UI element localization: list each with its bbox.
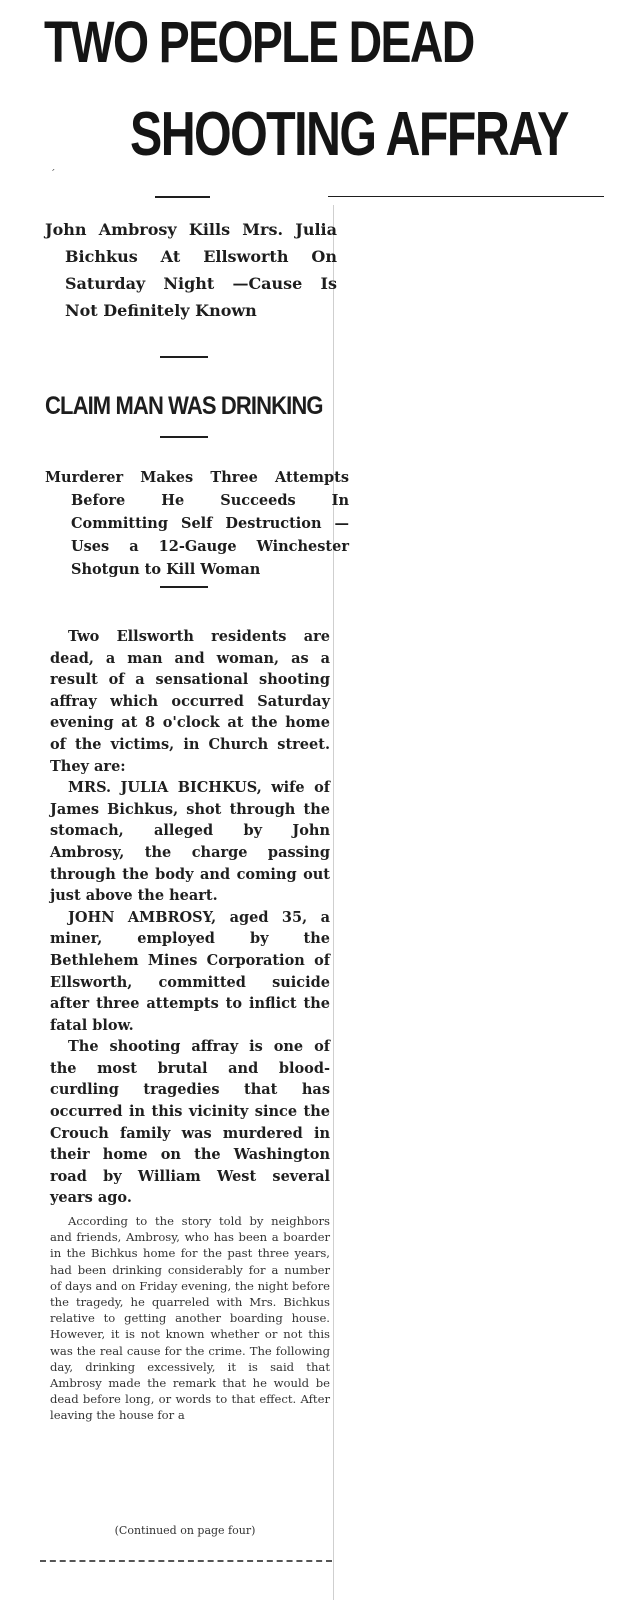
deck-rule-1 [160,356,208,358]
paragraph-3: JOHN AMBROSY, aged 35, a miner, employed by the Bethlehem Mines Corporation of Ellsworth, committed suicide after three attempts to inflict the fatal blow. [50,908,330,1034]
headline-rule-short [155,196,210,198]
deck-rule-2 [160,436,208,438]
headline-rule-long [328,196,604,197]
paragraph-5: According to the story told by neighbors and friends, Ambrosy, who has been a boarder in the Bichkus home for the past three years, had been drinking considerably for a number of days and on Friday evening, the night before the tragedy, he quarreled with Mrs. Bichkus relative to getting another boarding house. However, it is not known whether or not this was the real cause for the crime. The following day, drinking excessively, it is said that Ambrosy made the remark that he would be dead before long, or words to that effect. After leaving the house for a [50,1214,330,1423]
deck-rule-3 [160,586,208,588]
paragraph-2: MRS. JULIA BICHKUS, wife of James Bichkus, shot through the stomach, alleged by John Ambrosy, the charge passing through the body and coming out just above the heart. [50,779,330,905]
headline-line-2: SHOOTING AFFRAY [130,100,568,169]
column-edge [333,205,334,1600]
subhead-deck-2: CLAIM MAN WAS DRINKING [45,392,323,420]
headline-line-1: TWO PEOPLE DEAD [44,10,474,75]
bottom-rule [40,1560,332,1562]
subhead-deck-1: John Ambrosy Kills Mrs. Julia Bichkus At Ellsworth On Saturday Night —Cause Is Not Definitely Known [45,220,337,320]
article-body [50,626,330,1209]
print-mark: ´ [50,168,56,181]
continued-notice: (Continued on page four) [114,1524,256,1537]
paragraph-4: The shooting affray is one of the most brutal and blood-curdling tragedies that has occurred in this vicinity since the Crouch family was murdered in their home on the Washington road by William West several years ago. [50,1038,330,1207]
paragraph-1: Two Ellsworth residents are dead, a man and woman, as a result of a sensational shooting affray which occurred Saturday evening at 8 o'clock at the home of the victims, in Church street. They are: [50,628,330,775]
subhead-deck-3: Murderer Makes Three Attempts Before He Succeeds In Committing Self Destruction —Uses a 12-Gauge Winchester Shotgun to Kill Woman [45,469,349,578]
